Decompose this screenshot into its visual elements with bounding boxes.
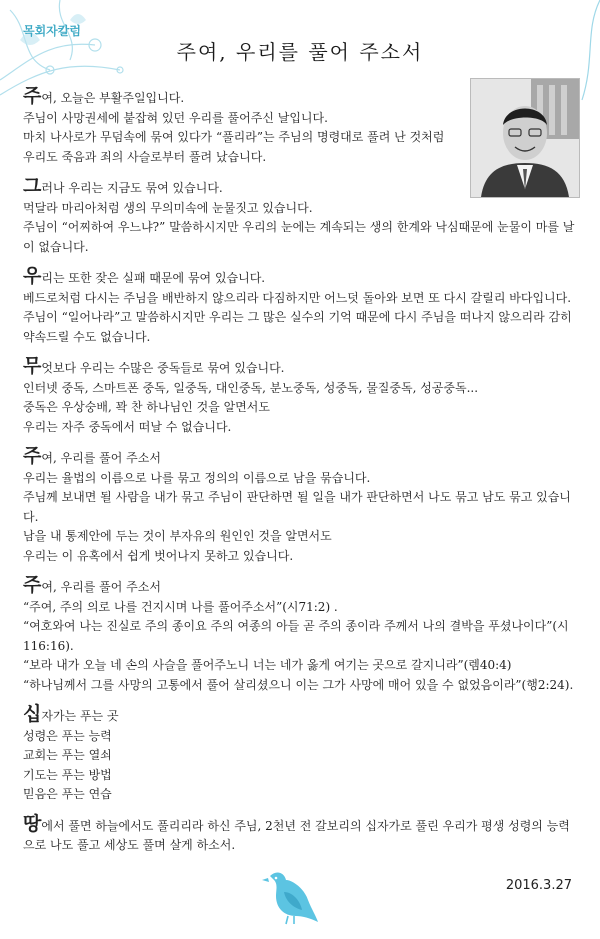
paragraph-line: 자가는 푸는 곳: [41, 709, 119, 723]
paragraph-line: 여, 우리를 풀어 주소서: [41, 580, 161, 594]
drop-cap: 땅: [23, 812, 42, 835]
paragraph-line: “주여, 주의 의로 나를 건지시며 나를 풀어주소서”(시71:2) .: [23, 599, 338, 614]
paragraph-line: 우리는 율법의 이름으로 나를 묶고 정의의 이름으로 남을 묶습니다.: [23, 470, 371, 485]
paragraph-line: 주님이 “어찌하여 우느냐?” 말씀하시지만 우리의 눈에는 계속되는 생의 한계와 낙심때문에 눈물이 마를 날이 없습니다.: [23, 220, 575, 254]
paragraph-line: “보라 내가 오늘 네 손의 사슬을 풀어주노니 너는 네가 옳게 여기는 곳으로 갈지니라”(렘40:4): [23, 658, 512, 672]
paragraph-line: 우리는 이 유혹에서 쉽게 벗어나지 못하고 있습니다.: [23, 548, 294, 563]
drop-cap: 주: [23, 574, 42, 596]
bird-icon: [262, 866, 320, 926]
paragraph-line: 교회는 푸는 열쇠: [23, 748, 112, 762]
column-body: [23, 85, 578, 867]
paragraph-line: 중독은 우상숭배, 꽉 찬 하나님인 것을 알면서도: [23, 400, 270, 414]
drop-cap: 우: [23, 265, 42, 287]
paragraph-line: 여, 우리를 풀어 주소서: [41, 451, 161, 465]
drop-cap: 그: [23, 175, 42, 197]
paragraph-line: 주님이 “일어나라”고 말씀하시지만 우리는 그 많은 실수의 기억 때문에 다시 주님을 떠나지 않으리라 감히 약속드릴 수도 없습니다.: [23, 310, 572, 344]
paragraph-line: 인터넷 중독, 스마트폰 중독, 일중독, 대인중독, 분노중독, 성중독, 물질중독, 성공중독...: [23, 380, 479, 395]
paragraph-line: 우리도 죽음과 죄의 사슬로부터 풀려 났습니다.: [23, 149, 267, 164]
paragraph-line: 성령은 푸는 능력: [23, 728, 112, 743]
paragraph-line: “하나님께서 그를 사망의 고통에서 풀어 살리셨으니 이는 그가 사망에 매어 있을 수 없었음이라”(행2:24).: [23, 677, 574, 692]
paragraph-line: 마치 나사로가 무덤속에 묶여 있다가 “풀리라”는 주님의 명령대로 풀려 난 것처럼: [23, 130, 445, 144]
paragraph-line: 에서 풀면 하늘에서도 풀리리라 하신 주님, 2천년 전 갈보리의 십자가로 풀린 우리가 평생 성령의 능력으로 나도 풀고 세상도 풀며 살게 하소서.: [23, 818, 570, 852]
paragraph-line: 남을 내 통제안에 두는 것이 부자유의 원인인 것을 알면서도: [23, 529, 332, 543]
paragraph-4: [23, 355, 578, 437]
paragraph-6: [23, 574, 578, 695]
paragraph-line: 먹달라 마리아처럼 생의 무의미속에 눈물짓고 있습니다.: [23, 200, 313, 215]
paragraph-line: “여호와여 나는 진실로 주의 종이요 주의 여종의 아들 곧 주의 종이라 주께서 나의 결박을 푸셨나이다”(시116:16).: [23, 619, 569, 653]
paragraph-line: 주님이 사망권세에 붙잡혀 있던 우리를 풀어주신 날입니다.: [23, 110, 328, 125]
paragraph-5: [23, 445, 578, 566]
paragraph-3: [23, 265, 578, 347]
paragraph-line: 믿음은 푸는 연습: [23, 787, 112, 801]
paragraph-7: [23, 703, 578, 805]
column-tab-label: 목회자칼럼: [23, 24, 81, 38]
paragraph-1: [23, 85, 463, 167]
drop-cap: 주: [23, 445, 42, 467]
page-title: 주여, 우리를 풀어 주소서: [176, 40, 424, 64]
paragraph-line: 베드로처럼 다시는 주님을 배반하지 않으리라 다짐하지만 어느덧 돌아와 보면 또 다시 갈릴리 바다입니다.: [23, 290, 572, 305]
paragraph-line: 엇보다 우리는 수많은 중독들로 묶여 있습니다.: [41, 361, 285, 375]
paragraph-2: [23, 175, 578, 257]
drop-cap: 주: [23, 85, 42, 107]
paragraph-line: 러나 우리는 지금도 묶여 있습니다.: [41, 181, 223, 195]
paragraph-line: 여, 오늘은 부활주일입니다.: [41, 91, 185, 105]
paragraph-line: 주님께 보내면 될 사람을 내가 묶고 주님이 판단하면 될 일을 내가 판단하면서 나도 묶고 남도 묶고 있습니다.: [23, 490, 571, 524]
drop-cap: 십: [23, 703, 42, 725]
paragraph-line: 우리는 자주 중독에서 떠날 수 없습니다.: [23, 419, 232, 434]
paragraph-line: 리는 또한 잦은 실패 때문에 묶여 있습니다.: [41, 271, 266, 285]
drop-cap: 무: [23, 355, 42, 377]
column-date: 2016.3.27: [505, 878, 572, 893]
paragraph-8: [23, 812, 578, 856]
paragraph-line: 기도는 푸는 방법: [23, 767, 112, 782]
